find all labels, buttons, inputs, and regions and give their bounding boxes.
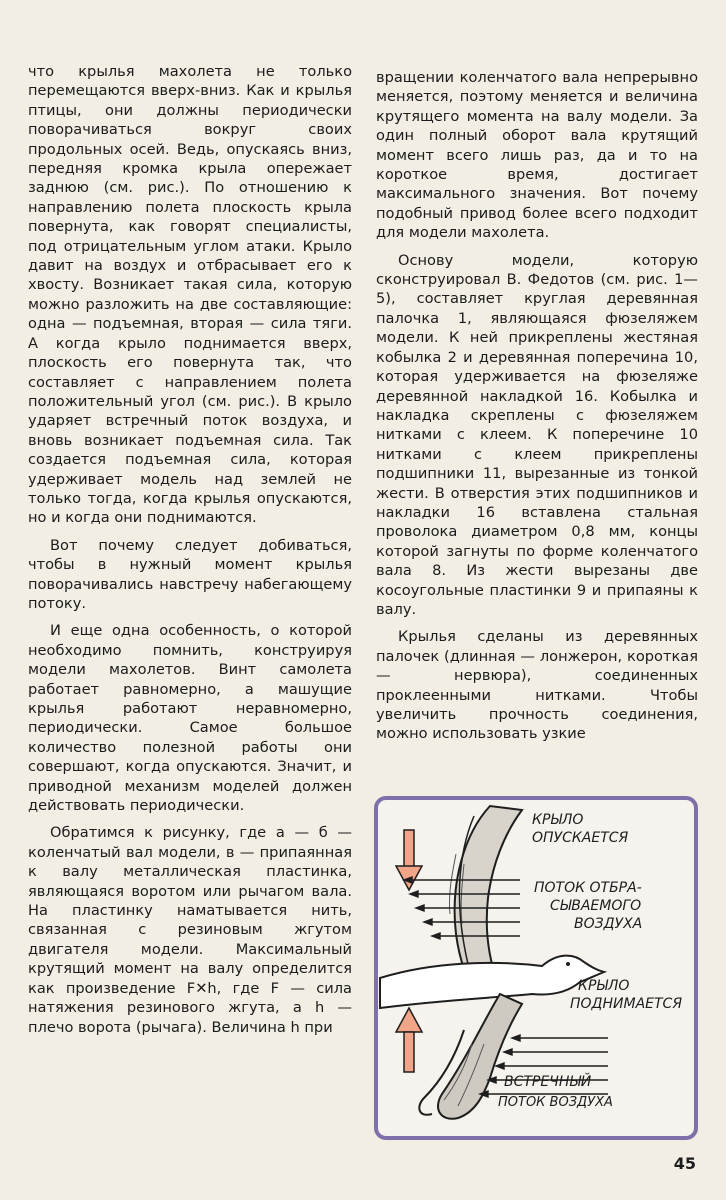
paragraph: Обратимся к рисунку, где а — б — коленчатый вал модели, в — припаянная к валу металлическая пластинка, являющаяся воротом или рычагом вала. На пластинку наматывается нить, связанная с резиновым жгутом двигателя модели. Максимальный крутящий момент на валу определится как произведение F✕h, где F — сила натяжения резинового жгута, а h — плечо ворота (рычага). Величина h при: [28, 824, 352, 1036]
bird-eye: [566, 962, 570, 966]
label-oncoming-2: ПОТОК ВОЗДУХА: [498, 1095, 613, 1110]
paragraph: Вот почему следует добиваться, чтобы в нужный момент крылья поворачивались навстречу набегающему потоку.: [28, 536, 352, 612]
figure-illustration: [372, 794, 700, 1142]
label-wing-up-1: КРЫЛО: [578, 978, 630, 994]
up-arrow-shaft: [404, 1032, 414, 1072]
paragraph: что крылья махолета не только перемещаются вверх-вниз. Как и крылья птицы, они должны периодически поворачиваться вокруг своих продольных осей. Ведь, опускаясь вниз, передняя кромка крыла опережает заднюю (см. рис.). По отношению к направлению полета плоскость крыла повернута, как говорят специалисты, под отрицательным углом атаки. Крыло давит на воздух и отбрасывает его к хвосту. Возникает такая сила, которую можно разложить на две составляющие: одна — подъемная, вторая — сила тяги. А когда крыло поднимается вверх, плоскость его повернута так, что составляет с направлением полета положительный угол (см. рис.). В крыло ударяет встречный поток воздуха, и вновь возникает подъемная сила. Так создается подъемная сила, которая удерживает модель над землей не только тогда, когда крылья опускаются, но и когда они поднимаются.: [28, 63, 352, 527]
paragraph: Крылья сделаны из деревянных палочек (длинная — лонжерон, короткая — нервюра), соединенных проклеенными нитками. Чтобы увеличить прочность соединения, можно использовать узкие: [376, 628, 698, 743]
page-number: 45: [673, 1154, 696, 1173]
down-arrow-shaft: [404, 830, 414, 870]
label-wing-down-2: ОПУСКАЕТСЯ: [532, 830, 629, 846]
right-text-column: [376, 68, 698, 744]
label-wing-up-2: ПОДНИМАЕТСЯ: [570, 996, 683, 1012]
label-flow-1: ПОТОК ОТБРА-: [534, 880, 642, 896]
label-flow-3: ВОЗДУХА: [574, 916, 643, 932]
paragraph: Основу модели, которую сконструировал В. Федотов (см. рис. 1—5), составляет круглая деревянная палочка 1, являющаяся фюзеляжем модели. К ней прикреплены жестяная кобылка 2 и деревянная поперечина 10, которая удерживается на фюзеляже деревянной накладкой 16. Кобылка и накладка скреплены с фюзеляжем нитками с клеем. К поперечине 10 нитками с клеем прикреплены подшипники 11, вырезанные из тонкой жести. В отверстия этих подшипников и накладки 16 вставлена стальная проволока диаметром 0,8 мм, концы которой загнуты по форме коленчатого вала 8. Из жести вырезаны две косоугольные пластинки 9 и припаяны к валу.: [376, 251, 698, 618]
paragraph: И еще одна особенность, о которой необходимо помнить, конструируя модели махолетов. Винт самолета работает равномерно, а машущие крылья работают неравномерно, периодически. Самое большое количество полезной работы они совершают, когда опускаются. Значит, и приводной механизм моделей должен действовать периодически.: [28, 622, 352, 815]
label-flow-2: СЫВАЕМОГО: [550, 898, 642, 914]
paragraph: вращении коленчатого вала непрерывно меняется, поэтому меняется и величина крутящего момента на валу модели. За один полный оборот вала крутящий момент всего лишь раз, да и то на короткое время, достигает максимального значения. Вот почему подобный привод более всего подходит для модели махолета.: [376, 69, 698, 242]
label-wing-down-1: КРЫЛО: [532, 812, 584, 828]
label-oncoming-1: ВСТРЕЧНЫЙ: [504, 1074, 592, 1090]
left-text-column: [28, 62, 352, 1037]
bird-wing-figure: [372, 794, 700, 1142]
